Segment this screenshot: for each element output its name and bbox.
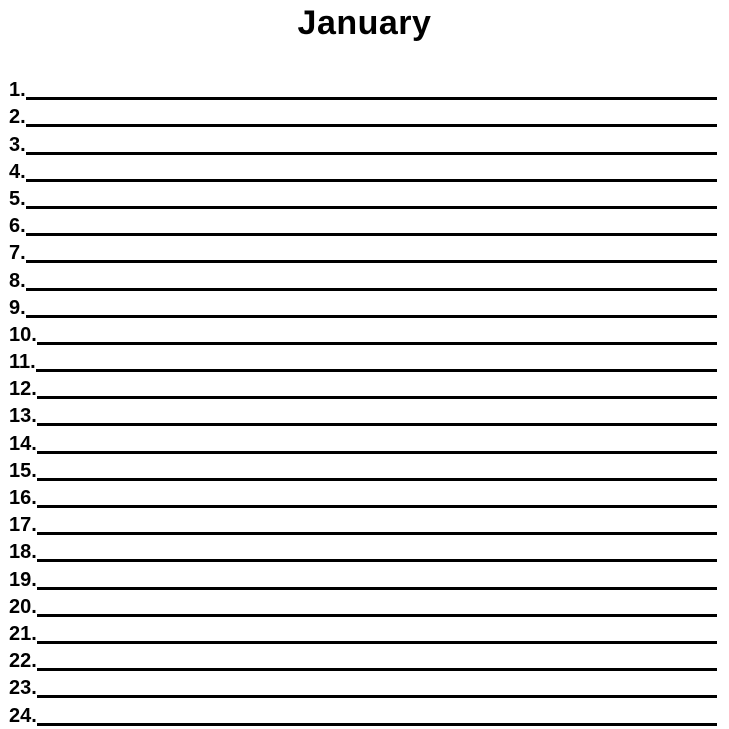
line-number: 13.	[9, 405, 37, 428]
list-item	[9, 509, 717, 536]
writing-line	[26, 233, 717, 236]
list-item	[9, 645, 717, 672]
writing-line	[26, 288, 717, 291]
list-item	[9, 264, 717, 291]
line-number: 21.	[9, 622, 37, 645]
line-number: 6.	[9, 215, 26, 238]
numbered-lines-list	[9, 74, 717, 727]
line-number: 8.	[9, 269, 26, 292]
line-number: 10.	[9, 323, 37, 346]
line-number: 18.	[9, 541, 37, 564]
list-item	[9, 699, 717, 726]
list-item	[9, 292, 717, 319]
list-item	[9, 210, 717, 237]
list-item	[9, 591, 717, 618]
writing-line	[36, 369, 717, 372]
line-number: 15.	[9, 459, 37, 482]
writing-line	[26, 124, 717, 127]
writing-line	[26, 97, 717, 100]
line-number: 9.	[9, 296, 26, 319]
writing-line	[37, 641, 717, 644]
list-item	[9, 156, 717, 183]
line-number: 20.	[9, 595, 37, 618]
writing-line	[26, 206, 717, 209]
list-item	[9, 101, 717, 128]
list-item	[9, 183, 717, 210]
writing-line	[26, 260, 717, 263]
writing-line	[37, 342, 717, 345]
line-number: 7.	[9, 242, 26, 265]
writing-line	[37, 668, 717, 671]
line-number: 12.	[9, 378, 37, 401]
list-item	[9, 74, 717, 101]
writing-line	[26, 179, 717, 182]
writing-line	[37, 478, 717, 481]
writing-line	[37, 505, 717, 508]
list-item	[9, 427, 717, 454]
line-number: 11.	[9, 351, 36, 374]
line-number: 22.	[9, 650, 37, 673]
writing-line	[37, 559, 717, 562]
writing-line	[37, 723, 717, 726]
writing-line	[37, 532, 717, 535]
writing-line	[26, 315, 717, 318]
list-item	[9, 563, 717, 590]
line-number: 24.	[9, 704, 37, 727]
list-item	[9, 319, 717, 346]
line-number: 17.	[9, 514, 37, 537]
writing-line	[37, 614, 717, 617]
list-item	[9, 536, 717, 563]
writing-line	[37, 396, 717, 399]
line-number: 5.	[9, 187, 26, 210]
line-number: 14.	[9, 432, 37, 455]
writing-line	[37, 695, 717, 698]
list-item	[9, 618, 717, 645]
line-number: 3.	[9, 133, 26, 156]
line-number: 19.	[9, 568, 37, 591]
list-item	[9, 237, 717, 264]
line-number: 2.	[9, 106, 26, 129]
writing-line	[26, 152, 717, 155]
line-number: 1.	[9, 79, 26, 102]
list-item	[9, 400, 717, 427]
list-item	[9, 672, 717, 699]
writing-line	[37, 587, 717, 590]
line-number: 16.	[9, 487, 37, 509]
list-item	[9, 373, 717, 400]
list-item	[9, 482, 717, 509]
list-item	[9, 346, 717, 373]
page-title: January	[297, 4, 432, 42]
list-item	[9, 128, 717, 155]
writing-line	[37, 451, 717, 454]
line-number: 23.	[9, 677, 37, 700]
list-item	[9, 455, 717, 482]
writing-line	[37, 423, 717, 426]
line-number: 4.	[9, 160, 26, 183]
